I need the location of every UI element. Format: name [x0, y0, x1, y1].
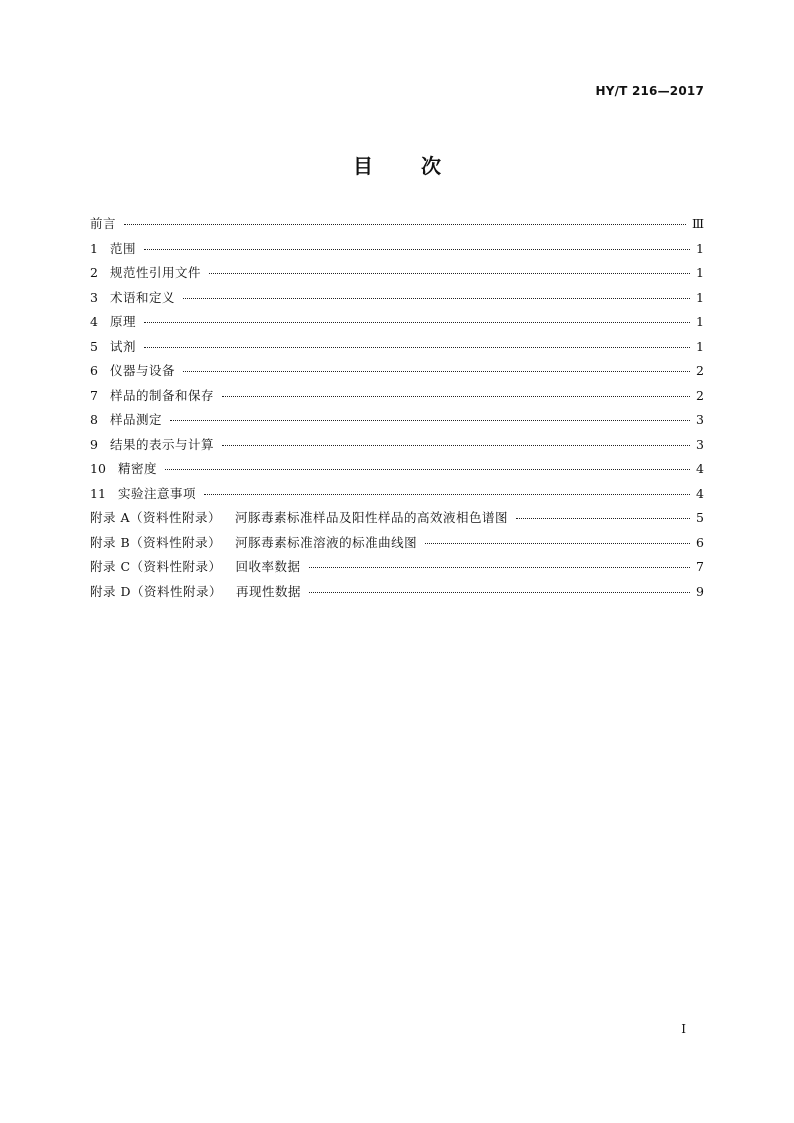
- dot-leader: [425, 543, 690, 544]
- toc-entry-4[interactable]: [90, 312, 704, 337]
- toc-entry-label: 仪器与设备: [110, 363, 176, 378]
- toc-entry-appendix-c[interactable]: [90, 557, 704, 582]
- toc-entry-page: Ⅲ: [691, 216, 704, 231]
- page-number: I: [681, 1022, 686, 1036]
- toc-entry-label: 样品的制备和保存: [110, 387, 215, 403]
- toc-entry-appendix-b[interactable]: [90, 533, 704, 558]
- dot-leader: [144, 322, 690, 323]
- toc-entry-9[interactable]: [90, 435, 704, 460]
- toc-entry-page: 7: [696, 559, 704, 574]
- toc-appendix-label: 附录 D（资料性附录）: [90, 583, 222, 599]
- dot-leader: [209, 273, 690, 274]
- toc-entry-number: 10: [90, 461, 106, 476]
- dot-leader: [165, 469, 690, 470]
- toc-entry-label: 试剂: [110, 338, 137, 354]
- toc-entry-label: 结果的表示与计算: [110, 436, 215, 452]
- toc-entry-page: 5: [696, 510, 704, 525]
- toc-entry-page: 6: [696, 534, 704, 550]
- toc-entry-page: 9: [696, 583, 704, 599]
- dot-leader: [144, 347, 690, 348]
- dot-leader: [516, 518, 690, 519]
- dot-leader: [222, 445, 690, 446]
- toc-entry-number: 2: [90, 265, 98, 280]
- toc-entry-label: 范围: [110, 240, 137, 256]
- toc-entry-label: 前言: [90, 216, 117, 231]
- toc-entry-page: 1: [696, 338, 704, 354]
- dot-leader: [204, 494, 690, 495]
- toc-entry-number: 3: [90, 289, 98, 305]
- toc-entry-number: 9: [90, 436, 98, 452]
- toc-entry-label: 规范性引用文件: [110, 265, 202, 280]
- toc-entry-number: 6: [90, 363, 98, 378]
- toc-entry-label: 术语和定义: [110, 289, 176, 305]
- toc-entry-label: 样品测定: [110, 412, 163, 427]
- toc-entry-7[interactable]: [90, 386, 704, 411]
- toc-appendix-label: 附录 C（资料性附录）: [90, 559, 222, 574]
- toc-title: 目次: [353, 154, 489, 178]
- toc-entry-appendix-a[interactable]: [90, 508, 704, 533]
- toc-entry-number: 11: [90, 485, 106, 501]
- toc-entry-5[interactable]: [90, 337, 704, 362]
- dot-leader: [144, 249, 690, 250]
- toc-entry-appendix-d[interactable]: [90, 582, 704, 607]
- toc-appendix-title: 再现性数据: [236, 583, 302, 599]
- toc-entry-foreword[interactable]: [90, 214, 704, 239]
- toc-entry-6[interactable]: [90, 361, 704, 386]
- toc-entry-page: 1: [696, 265, 704, 280]
- toc-entry-page: 2: [696, 387, 704, 403]
- toc-entry-number: 5: [90, 338, 98, 354]
- toc-entry-number: 8: [90, 412, 98, 427]
- toc-entry-page: 3: [696, 412, 704, 427]
- toc-appendix-title: 河豚毒素标准样品及阳性样品的高效液相色谱图: [235, 510, 509, 525]
- toc-entry-2[interactable]: [90, 263, 704, 288]
- toc-appendix-title: 回收率数据: [235, 559, 301, 574]
- toc-entry-3[interactable]: [90, 288, 704, 313]
- toc-entry-number: 4: [90, 314, 98, 329]
- dot-leader: [222, 396, 690, 397]
- toc-entry-page: 3: [696, 436, 704, 452]
- standard-code: HY/T 216—2017: [595, 84, 704, 98]
- table-of-contents: [90, 214, 704, 606]
- toc-entry-page: 1: [696, 240, 704, 256]
- toc-entry-11[interactable]: [90, 484, 704, 509]
- toc-entry-8[interactable]: [90, 410, 704, 435]
- toc-appendix-label: 附录 A（资料性附录）: [90, 510, 222, 525]
- toc-entry-page: 4: [696, 485, 704, 501]
- dot-leader: [309, 567, 690, 568]
- dot-leader: [124, 224, 686, 225]
- toc-entry-1[interactable]: [90, 239, 704, 264]
- dot-leader: [309, 592, 690, 593]
- toc-entry-page: 4: [696, 461, 704, 476]
- toc-entry-page: 1: [696, 289, 704, 305]
- toc-entry-number: 1: [90, 240, 98, 256]
- toc-appendix-title: 河豚毒素标准溶液的标准曲线图: [235, 534, 418, 550]
- toc-entry-number: 7: [90, 387, 98, 403]
- toc-entry-page: 1: [696, 314, 704, 329]
- toc-appendix-label: 附录 B（资料性附录）: [90, 534, 222, 550]
- dot-leader: [183, 371, 690, 372]
- toc-entry-label: 精密度: [118, 461, 158, 476]
- toc-entry-label: 原理: [110, 314, 137, 329]
- toc-entry-10[interactable]: [90, 459, 704, 484]
- toc-entry-page: 2: [696, 363, 704, 378]
- dot-leader: [183, 298, 690, 299]
- toc-entry-label: 实验注意事项: [118, 485, 197, 501]
- dot-leader: [170, 420, 690, 421]
